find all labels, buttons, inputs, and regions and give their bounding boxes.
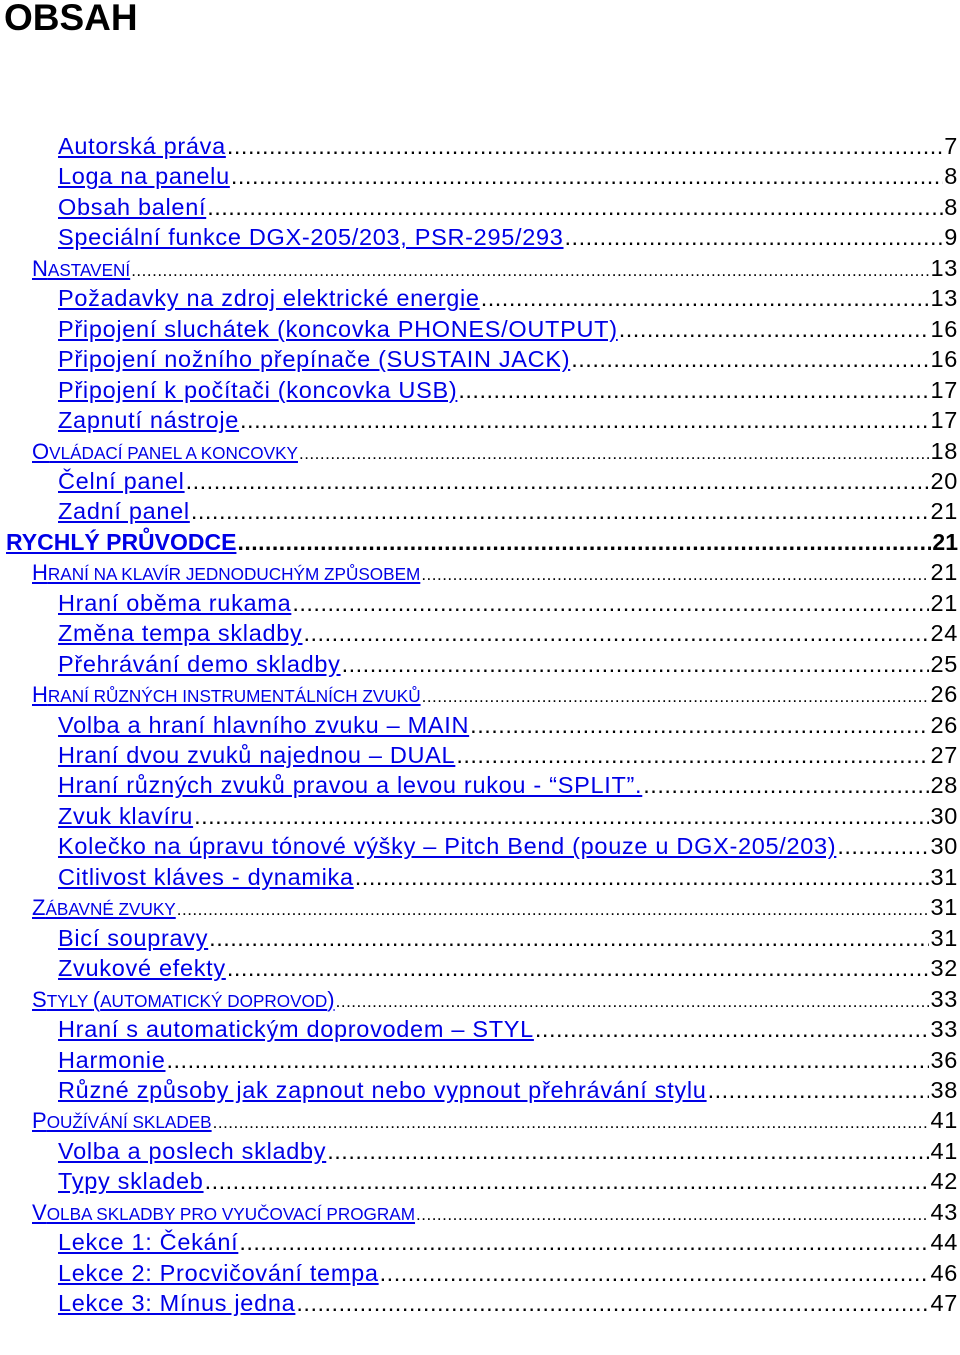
toc-entry-page-number: 21 <box>932 528 958 555</box>
toc-entry-link[interactable] <box>58 710 469 740</box>
toc-entry-label-part: Volba a hraní hlavního zvuku – MAIN <box>58 711 470 738</box>
toc-entry-label-part: Speciální funkce DGX-205/203, PSR-295/293 <box>58 224 564 251</box>
toc-entry-page-number: 24 <box>930 620 958 647</box>
toc-entry-page-number: 25 <box>930 650 958 677</box>
toc-entry-page-number: 41 <box>930 1137 958 1164</box>
toc-entry-page-number: 13 <box>930 254 958 281</box>
toc-entry[interactable] <box>58 953 958 983</box>
toc-entry-page-number: 28 <box>930 772 958 799</box>
toc-entry-link[interactable] <box>58 1045 165 1075</box>
toc-entry-link[interactable] <box>58 1166 204 1196</box>
dot-leader <box>643 770 929 800</box>
dot-leader <box>209 923 929 953</box>
toc-entry-label-part: Obsah balení <box>58 193 207 220</box>
toc-entry-page-number: 17 <box>930 407 958 434</box>
dot-leader <box>191 496 930 526</box>
dot-leader <box>296 1288 929 1318</box>
toc-entry-page-number: 9 <box>944 224 958 251</box>
toc-entry-link[interactable] <box>58 649 341 679</box>
dot-leader <box>166 1045 929 1075</box>
toc-entry-label-part: OLBA SKLADBY PRO VYUČOVACÍ PROGRAM <box>46 1203 416 1224</box>
toc-entry-label-part: Lekce 1: Čekání <box>58 1229 239 1256</box>
dot-leader <box>239 1227 929 1257</box>
toc-entry[interactable] <box>58 1014 958 1044</box>
toc-entry-label-part: Autorská práva <box>58 133 226 159</box>
toc-entry-link[interactable] <box>58 801 193 831</box>
toc-entry[interactable] <box>58 344 958 374</box>
toc-entry-link[interactable] <box>32 893 176 924</box>
toc-entry-label-part: Typy skladeb <box>58 1168 204 1195</box>
toc-entry-page-number: 46 <box>930 1259 958 1286</box>
toc-entry-label-part: Připojení nožního přepínače (SUSTAIN JACK) <box>58 346 571 373</box>
dot-leader <box>481 283 930 313</box>
toc-entry-label-part: Čelní panel <box>58 467 185 494</box>
dot-leader <box>619 314 930 344</box>
toc-entry-link[interactable] <box>58 770 642 800</box>
dot-leader <box>240 405 929 435</box>
dot-leader <box>421 560 929 590</box>
toc-entry-label-part: Lekce 2: Procvičování tempa <box>58 1259 379 1286</box>
toc-entry-link[interactable] <box>58 1288 295 1318</box>
toc-entry[interactable] <box>58 192 958 222</box>
toc-entry[interactable] <box>32 679 958 709</box>
toc-entry-link[interactable] <box>58 344 570 374</box>
toc-entry-page-number: 33 <box>930 1016 958 1043</box>
toc-entry[interactable] <box>58 923 958 953</box>
toc-entry[interactable] <box>58 314 958 344</box>
toc-entry-link[interactable] <box>58 131 226 161</box>
toc-entry-link[interactable] <box>58 161 230 191</box>
toc-entry-link[interactable] <box>58 192 206 222</box>
toc-entry-link[interactable] <box>58 740 455 770</box>
toc-entry-link[interactable] <box>58 405 239 435</box>
toc-entry-label-part: RYCHLÝ PRŮVODCE <box>6 528 237 555</box>
toc-entry[interactable] <box>32 557 958 587</box>
dot-leader <box>535 1014 930 1044</box>
toc-entry-link[interactable] <box>58 496 190 526</box>
dot-leader <box>227 131 943 161</box>
toc-entry[interactable] <box>58 1258 958 1288</box>
toc-entry-label-part: Připojení k počítači (koncovka USB) <box>58 376 458 403</box>
toc-entry[interactable] <box>58 1288 958 1318</box>
toc-entry[interactable] <box>58 588 958 618</box>
toc-entry-label-part: Hraní s automatickým doprovodem – STYL <box>58 1016 534 1043</box>
dot-leader <box>304 618 930 648</box>
dot-leader <box>470 710 929 740</box>
toc-entry-page-number: 16 <box>930 315 958 342</box>
toc-entry-link[interactable] <box>6 527 236 557</box>
toc-entry[interactable] <box>58 1045 958 1075</box>
toc-entry[interactable] <box>58 862 958 892</box>
toc-entry-page-number: 33 <box>930 985 958 1012</box>
toc-entry-link[interactable] <box>58 923 208 953</box>
toc-entry-label-part: RANÍ NA KLAVÍR JEDNODUCHÝM ZPŮSOBEM <box>47 564 421 585</box>
toc-entry-link[interactable] <box>58 831 836 861</box>
toc-entry-link[interactable] <box>58 1136 326 1166</box>
dot-leader <box>231 161 943 191</box>
dot-leader <box>355 862 930 892</box>
dot-leader <box>336 987 930 1017</box>
toc-entry-label-part: Kolečko na úpravu tónové výšky – Pitch Bend (pouze u DGX-205/203) <box>58 833 837 860</box>
toc-entry-link[interactable] <box>58 1014 534 1044</box>
dot-leader <box>571 344 929 374</box>
toc-entry-label-part: ÁBAVNÉ ZVUKY <box>45 899 176 920</box>
dot-leader <box>299 439 929 469</box>
toc-entry[interactable] <box>58 831 958 861</box>
toc-entry-page-number: 27 <box>930 742 958 768</box>
toc-entry-label-part: Loga na panelu <box>58 163 230 190</box>
toc-entry-link[interactable] <box>32 680 421 711</box>
toc-entry[interactable] <box>58 1075 958 1105</box>
toc-entry[interactable] <box>58 161 958 191</box>
toc-entry-label-part: VLÁDACÍ PANEL A KONCOVKY <box>49 442 298 463</box>
toc-entry-label-part: Bicí soupravy <box>58 924 209 951</box>
toc-entry-label-part: Zvuk klavíru <box>58 802 194 829</box>
toc-entry-label-part: ( <box>92 986 101 1012</box>
dot-leader <box>380 1258 930 1288</box>
toc-entry-label-part: TYLY <box>46 990 93 1011</box>
toc-entry-label-part: Citlivost kláves - dynamika <box>58 863 354 890</box>
dot-leader <box>213 1108 930 1138</box>
toc-entry-label-part: RANÍ RŮZNÝCH INSTRUMENTÁLNÍCH ZVUKŮ <box>47 686 421 707</box>
toc-entry-label-part: O <box>32 438 50 464</box>
dot-leader <box>207 192 943 222</box>
toc-entry-label-part: Přehrávání demo skladby <box>58 650 341 677</box>
toc-entry-link[interactable] <box>32 1106 212 1137</box>
toc-entry[interactable] <box>6 527 958 557</box>
toc-entry[interactable] <box>58 649 958 679</box>
toc-entry-link[interactable] <box>58 1075 707 1105</box>
toc-entry[interactable] <box>32 436 958 466</box>
toc-entry-label-part: Hraní různých zvuků pravou a levou rukou - “SPLIT”. <box>58 772 643 799</box>
toc-entry[interactable] <box>58 1136 958 1166</box>
toc-entry-label-part: H <box>32 560 48 586</box>
toc-entry-label-part: Zadní panel <box>58 498 190 525</box>
toc-entry[interactable] <box>32 253 958 283</box>
toc-entry-page-number: 17 <box>930 376 958 403</box>
dot-leader <box>327 1136 929 1166</box>
toc-entry[interactable] <box>58 131 958 161</box>
dot-leader <box>458 375 929 405</box>
dot-leader <box>205 1166 930 1196</box>
toc-entry-label-part: ) <box>327 986 335 1012</box>
toc-entry[interactable] <box>58 496 958 526</box>
toc-entry-label-part: Různé způsoby jak zapnout nebo vypnout přehrávání stylu <box>58 1076 707 1103</box>
toc-entry-page-number: 21 <box>930 498 958 525</box>
dot-leader <box>342 649 930 679</box>
dot-leader <box>177 895 930 925</box>
toc-entry-page-number: 44 <box>930 1229 958 1256</box>
toc-entry[interactable] <box>32 984 958 1014</box>
toc-entry-link[interactable] <box>58 222 564 252</box>
toc-entry-page-number: 16 <box>930 346 958 373</box>
toc-entry-page-number: 36 <box>930 1046 958 1073</box>
toc-entry-page-number: 41 <box>930 1107 958 1134</box>
toc-entry-page-number: 30 <box>930 802 958 829</box>
toc-entry-page-number: 42 <box>930 1168 958 1195</box>
toc-entry-link[interactable] <box>58 314 618 344</box>
toc-entry-link[interactable] <box>58 1258 379 1288</box>
toc-entry-link[interactable] <box>32 558 420 589</box>
toc-entry-page-number: 43 <box>930 1198 958 1225</box>
toc-entry-link[interactable] <box>32 254 130 285</box>
toc-entry-label-part: Volba a poslech skladby <box>58 1137 327 1164</box>
toc-entry-label-part: Hraní oběma rukama <box>58 589 292 616</box>
toc-entry-link[interactable] <box>58 953 226 983</box>
toc-entry-label-part: Z <box>32 895 46 921</box>
toc-entry-page-number: 30 <box>930 833 958 860</box>
toc-entry[interactable] <box>58 710 958 740</box>
toc-entry[interactable] <box>32 892 958 922</box>
dot-leader <box>186 466 930 496</box>
toc-entry-link[interactable] <box>58 283 480 313</box>
toc-entry-page-number: 13 <box>930 285 958 312</box>
toc-entry[interactable] <box>58 740 958 770</box>
toc-entry-label-part: ASTAVENÍ <box>47 259 131 280</box>
toc-entry-label-part: P <box>32 1108 47 1134</box>
dot-leader <box>708 1075 930 1105</box>
toc-entry-page-number: 32 <box>930 955 958 982</box>
toc-entry[interactable] <box>58 375 958 405</box>
dot-leader <box>292 588 929 618</box>
toc-entry-page-number: 31 <box>930 863 958 890</box>
page-title: OBSAH <box>4 0 138 38</box>
dot-leader <box>456 740 929 770</box>
toc-entry-page-number: 8 <box>944 163 958 190</box>
toc-entry[interactable] <box>58 466 958 496</box>
dot-leader <box>237 527 931 557</box>
toc-entry-label-part: Připojení sluchátek (koncovka PHONES/OUTPUT) <box>58 315 618 342</box>
toc-entry-label-part: OUŽÍVÁNÍ SKLADEB <box>46 1112 212 1133</box>
toc-entry-page-number: 18 <box>930 437 958 464</box>
toc-entry-label-part: Zapnutí nástroje <box>58 407 240 434</box>
toc-entry-label-part: Požadavky na zdroj elektrické energie <box>58 285 480 312</box>
toc-entry-link[interactable] <box>32 985 335 1016</box>
toc-entry-link[interactable] <box>58 466 185 496</box>
dot-leader <box>227 953 930 983</box>
toc-entry[interactable] <box>58 1227 958 1257</box>
toc-entry-label-part: H <box>32 682 48 708</box>
toc-entry-page-number: 26 <box>930 711 958 738</box>
toc-entry[interactable] <box>58 1166 958 1196</box>
toc-entry-page-number: 7 <box>944 133 958 159</box>
toc-entry-label-part: Změna tempa skladby <box>58 620 303 647</box>
toc-entry-label-part: Hraní dvou zvuků najednou – DUAL <box>58 742 456 768</box>
toc-entry-page-number: 26 <box>930 681 958 708</box>
toc-entry-label-part: AUTOMATICKÝ DOPROVOD <box>100 990 328 1011</box>
toc-entry-link[interactable] <box>58 618 303 648</box>
toc-entry-page-number: 47 <box>930 1290 958 1317</box>
dot-leader <box>194 801 929 831</box>
toc-entry-label-part: S <box>32 986 47 1012</box>
toc-entry-page-number: 21 <box>930 559 958 586</box>
dot-leader <box>422 682 930 712</box>
toc-entry-page-number: 38 <box>930 1076 958 1103</box>
toc-entry-page-number: 31 <box>930 894 958 921</box>
toc-entry-label-part: Harmonie <box>58 1046 166 1073</box>
dot-leader <box>131 256 929 286</box>
dot-leader <box>416 1200 929 1230</box>
toc-entry-page-number: 21 <box>930 589 958 616</box>
toc-entry-label-part: Lekce 3: Mínus jedna <box>58 1290 296 1317</box>
toc-entry-link[interactable] <box>58 588 291 618</box>
toc-entry[interactable] <box>58 770 958 800</box>
toc-entry-label-part: Zvukové efekty <box>58 955 226 982</box>
toc-entry[interactable] <box>32 1105 958 1135</box>
toc-entry-link[interactable] <box>58 375 457 405</box>
toc-entry-link[interactable] <box>58 1227 238 1257</box>
toc-entry[interactable] <box>58 801 958 831</box>
toc-entry-page-number: 31 <box>930 924 958 951</box>
toc-entry[interactable] <box>58 222 958 252</box>
dot-leader <box>565 222 944 252</box>
toc-entry[interactable] <box>32 1197 958 1227</box>
toc-entry[interactable] <box>58 283 958 313</box>
toc-entry-label-part: V <box>32 1199 47 1225</box>
toc-entry-label-part: N <box>32 255 48 281</box>
toc-entry[interactable] <box>58 405 958 435</box>
toc-entry-link[interactable] <box>58 862 354 892</box>
toc-entry-link[interactable] <box>32 1198 415 1229</box>
dot-leader <box>837 831 929 861</box>
toc-entry-page-number: 20 <box>930 467 958 494</box>
toc-entry[interactable] <box>58 618 958 648</box>
toc-entry-link[interactable] <box>32 437 298 468</box>
toc-entry-page-number: 8 <box>944 193 958 220</box>
